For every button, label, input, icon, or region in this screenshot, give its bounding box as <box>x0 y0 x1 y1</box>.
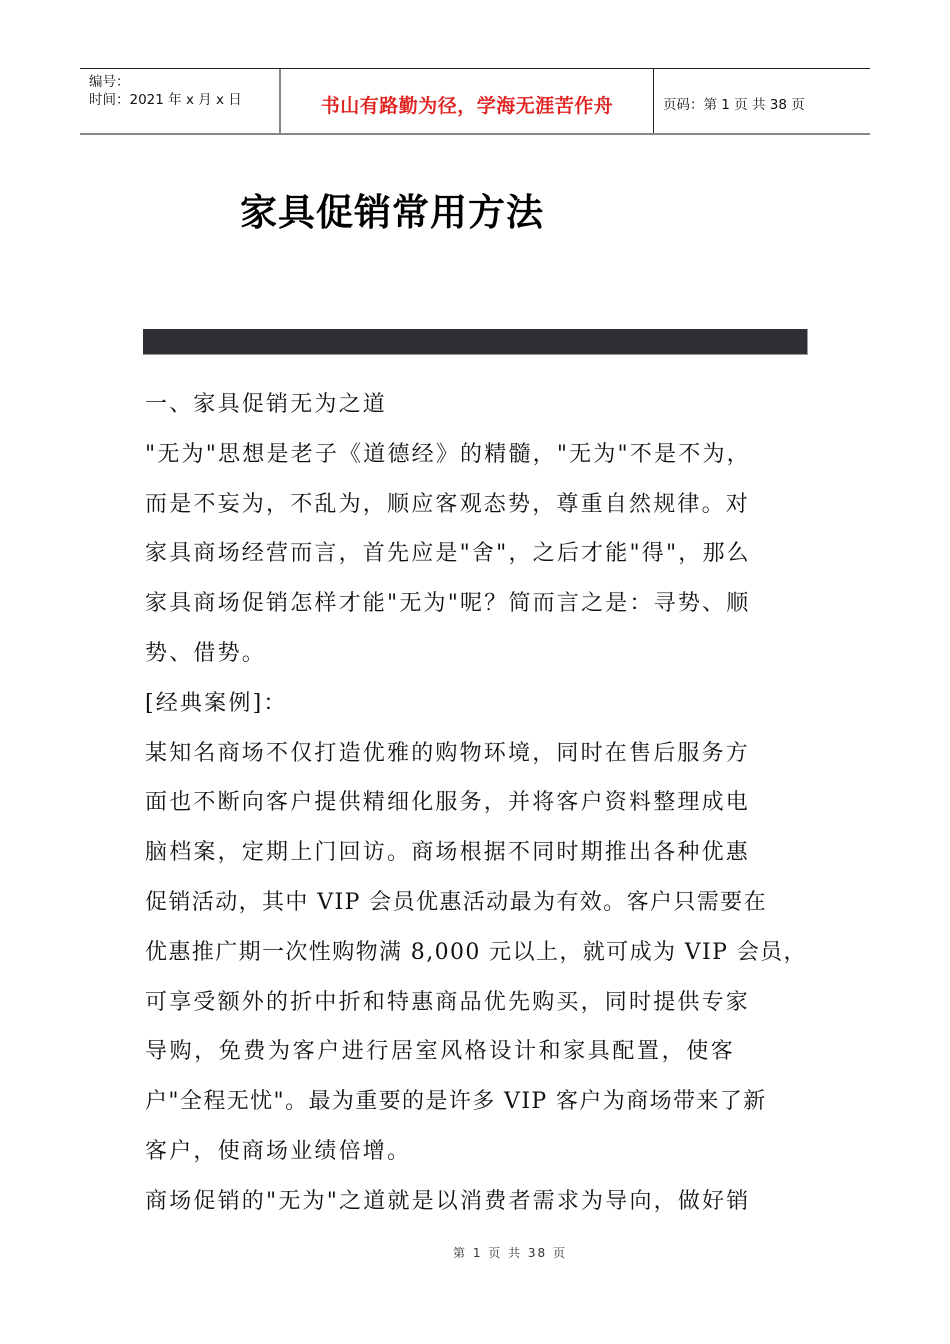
document-date: 时间：2021 年 x 月 x 日 <box>89 92 242 108</box>
case-label: [经典案例]： <box>145 690 288 716</box>
header-page-cell <box>654 69 870 133</box>
document-title: 家具促销常用方法 <box>240 191 544 234</box>
header-page-info: 页码：第 1 页 共 38 页 <box>663 97 805 113</box>
paragraph-line: 脑档案，定期上门回访。商场根据不同时期推出各种优惠 <box>145 840 751 866</box>
paragraph-line: 面也不断向客户提供精细化服务，并将客户资料整理成电 <box>145 790 751 816</box>
paragraph-line: 可享受额外的折中折和特惠商品优先购买，同时提供专家 <box>145 989 751 1015</box>
paragraph-line: 优惠推广期一次性购物满 8,000 元以上，就可成为 VIP 会员， <box>145 939 807 965</box>
paragraph-line: "无为"思想是老子《道德经》的精髓，"无为"不是不为， <box>145 441 751 467</box>
paragraph-line: 家具商场经营而言，首先应是"舍"，之后才能"得"，那么 <box>145 541 751 567</box>
motto-text: 书山有路勤为径，学海无涯苦作舟 <box>320 94 614 117</box>
paragraph-line: 客户，使商场业绩倍增。 <box>145 1138 412 1164</box>
section-heading: 一、家具促销无为之道 <box>145 392 388 417</box>
header-table <box>80 68 870 135</box>
header-meta-cell <box>80 69 281 133</box>
paragraph-line: 商场促销的"无为"之道就是以消费者需求为导向，做好销 <box>145 1188 751 1214</box>
paragraph-line: 导购，免费为客户进行居室风格设计和家具配置，使客 <box>145 1039 736 1065</box>
paragraph-line: 势、借势。 <box>145 640 267 666</box>
paragraph-line: 促销活动，其中 VIP 会员优惠活动最为有效。客户只需要在 <box>145 889 767 915</box>
body-text <box>145 380 815 1227</box>
decorative-divider-bar <box>143 329 808 355</box>
paragraph-line: 某知名商场不仅打造优雅的购物环境，同时在售后服务方 <box>145 740 751 766</box>
page-footer: 第 1 页 共 38 页 <box>453 1246 567 1260</box>
header-motto-cell <box>281 69 654 133</box>
paragraph-line: 而是不妄为，不乱为，顺应客观态势，尊重自然规律。对 <box>145 491 751 517</box>
paragraph-line: 家具商场促销怎样才能"无为"呢？简而言之是：寻势、顺 <box>145 591 751 617</box>
paragraph-line: 户"全程无忧"。最为重要的是许多 VIP 客户为商场带来了新 <box>145 1089 767 1115</box>
document-number-label: 编号： <box>89 74 130 90</box>
